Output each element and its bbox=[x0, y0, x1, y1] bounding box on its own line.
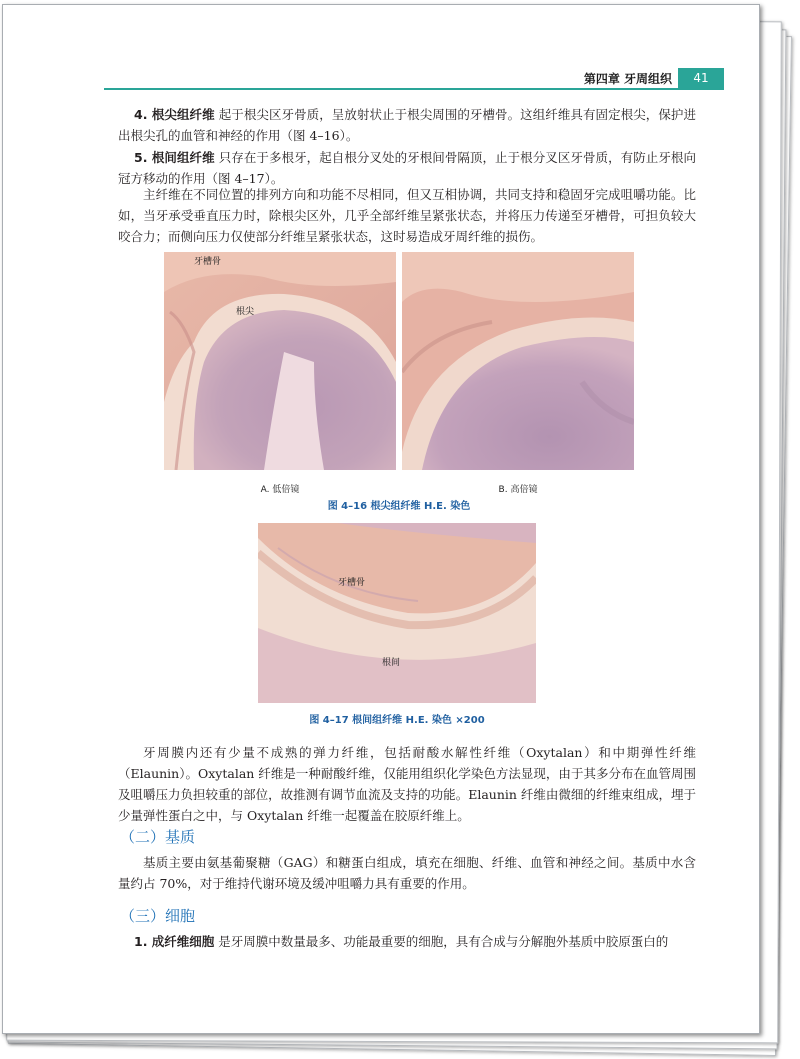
paragraph-ground-substance: 基质主要由氨基葡聚糖（GAG）和糖蛋白组成，填充在细胞、纤维、血管和神经之间。基质中水含量约占 70%，对于维持代谢环境及缓冲咀嚼力具有重要的作用。 bbox=[118, 855, 696, 891]
paragraph-interradicular-fibers bbox=[118, 147, 696, 189]
paragraph-apical-fibers bbox=[118, 104, 696, 146]
paragraph-fibroblasts bbox=[118, 931, 696, 952]
paragraph-text: 起于根尖区牙骨质，呈放射状止于根尖周围的牙槽骨。这组纤维具有固定根尖，保护进出根尖孔的血管和神经的作用（图 4–16）。 bbox=[118, 107, 696, 143]
section-heading-cells: （三）细胞 bbox=[120, 907, 196, 925]
figure-4-16-a-micrograph bbox=[164, 252, 396, 470]
figure-4-16-a-caption: A. 低倍镜 bbox=[260, 485, 300, 495]
figure-4-16-b-micrograph bbox=[402, 252, 634, 470]
label-alveolar-bone: 牙槽骨 bbox=[338, 578, 366, 588]
paragraph-elastic-fibers: 牙周膜内还有少量不成熟的弹力纤维，包括耐酸水解性纤维（Oxytalan）和中期弹性纤维（Elaunin）。Oxytalan 纤维是一种耐酸纤维，仅能用组织化学染色方法显现，由于其多分布在血管周围及咀嚼压力负担较重的部位，故推测有调节血流及支持的功能。Elaunin 纤维由微细的纤维束组成，埋于少量弹性蛋白之中，与 Oxytalan 纤维一起覆盖在胶原纤维上。 bbox=[118, 745, 696, 823]
figure-4-17-micrograph bbox=[258, 523, 536, 703]
figure-4-16-b-caption: B. 高倍镜 bbox=[498, 485, 538, 495]
label-root-apex: 根尖 bbox=[236, 307, 255, 317]
paragraph-text: 只存在于多根牙，起自根分叉处的牙根间骨隔顶，止于根分叉区牙骨质，有防止牙根向冠方移动的作用（图 4–17）。 bbox=[118, 150, 696, 186]
paragraph-lead: 4. 根尖组纤维 bbox=[134, 107, 215, 122]
paragraph-text: 是牙周膜中数量最多、功能最重要的细胞，具有合成与分解胞外基质中胶原蛋白的 bbox=[214, 934, 669, 949]
paragraph-lead: 5. 根间组纤维 bbox=[134, 150, 215, 165]
label-interradicular: 根间 bbox=[382, 658, 401, 668]
figure-4-17-caption: 图 4–17 根间组纤维 H.E. 染色 ×200 bbox=[309, 715, 485, 726]
figure-4-16-caption: 图 4–16 根尖组纤维 H.E. 染色 bbox=[327, 501, 471, 512]
page-number: 41 bbox=[678, 68, 724, 88]
paragraph-lead: 1. 成纤维细胞 bbox=[134, 934, 215, 949]
chapter-title: 第四章 牙周组织 bbox=[583, 72, 672, 86]
label-alveolar-bone: 牙槽骨 bbox=[194, 257, 222, 267]
paragraph-principal-fibers: 主纤维在不同位置的排列方向和功能不尽相同，但又互相协调，共同支持和稳固牙完成咀嚼功能。比如，当牙承受垂直压力时，除根尖区外，几乎全部纤维呈紧张状态，并将压力传递至牙槽骨，可担负较大咬合力；而侧向压力仅使部分纤维呈紧张状态，这时易造成牙周纤维的损伤。 bbox=[118, 187, 696, 244]
section-heading-ground-substance: （二）基质 bbox=[120, 828, 196, 846]
running-header bbox=[104, 68, 724, 90]
